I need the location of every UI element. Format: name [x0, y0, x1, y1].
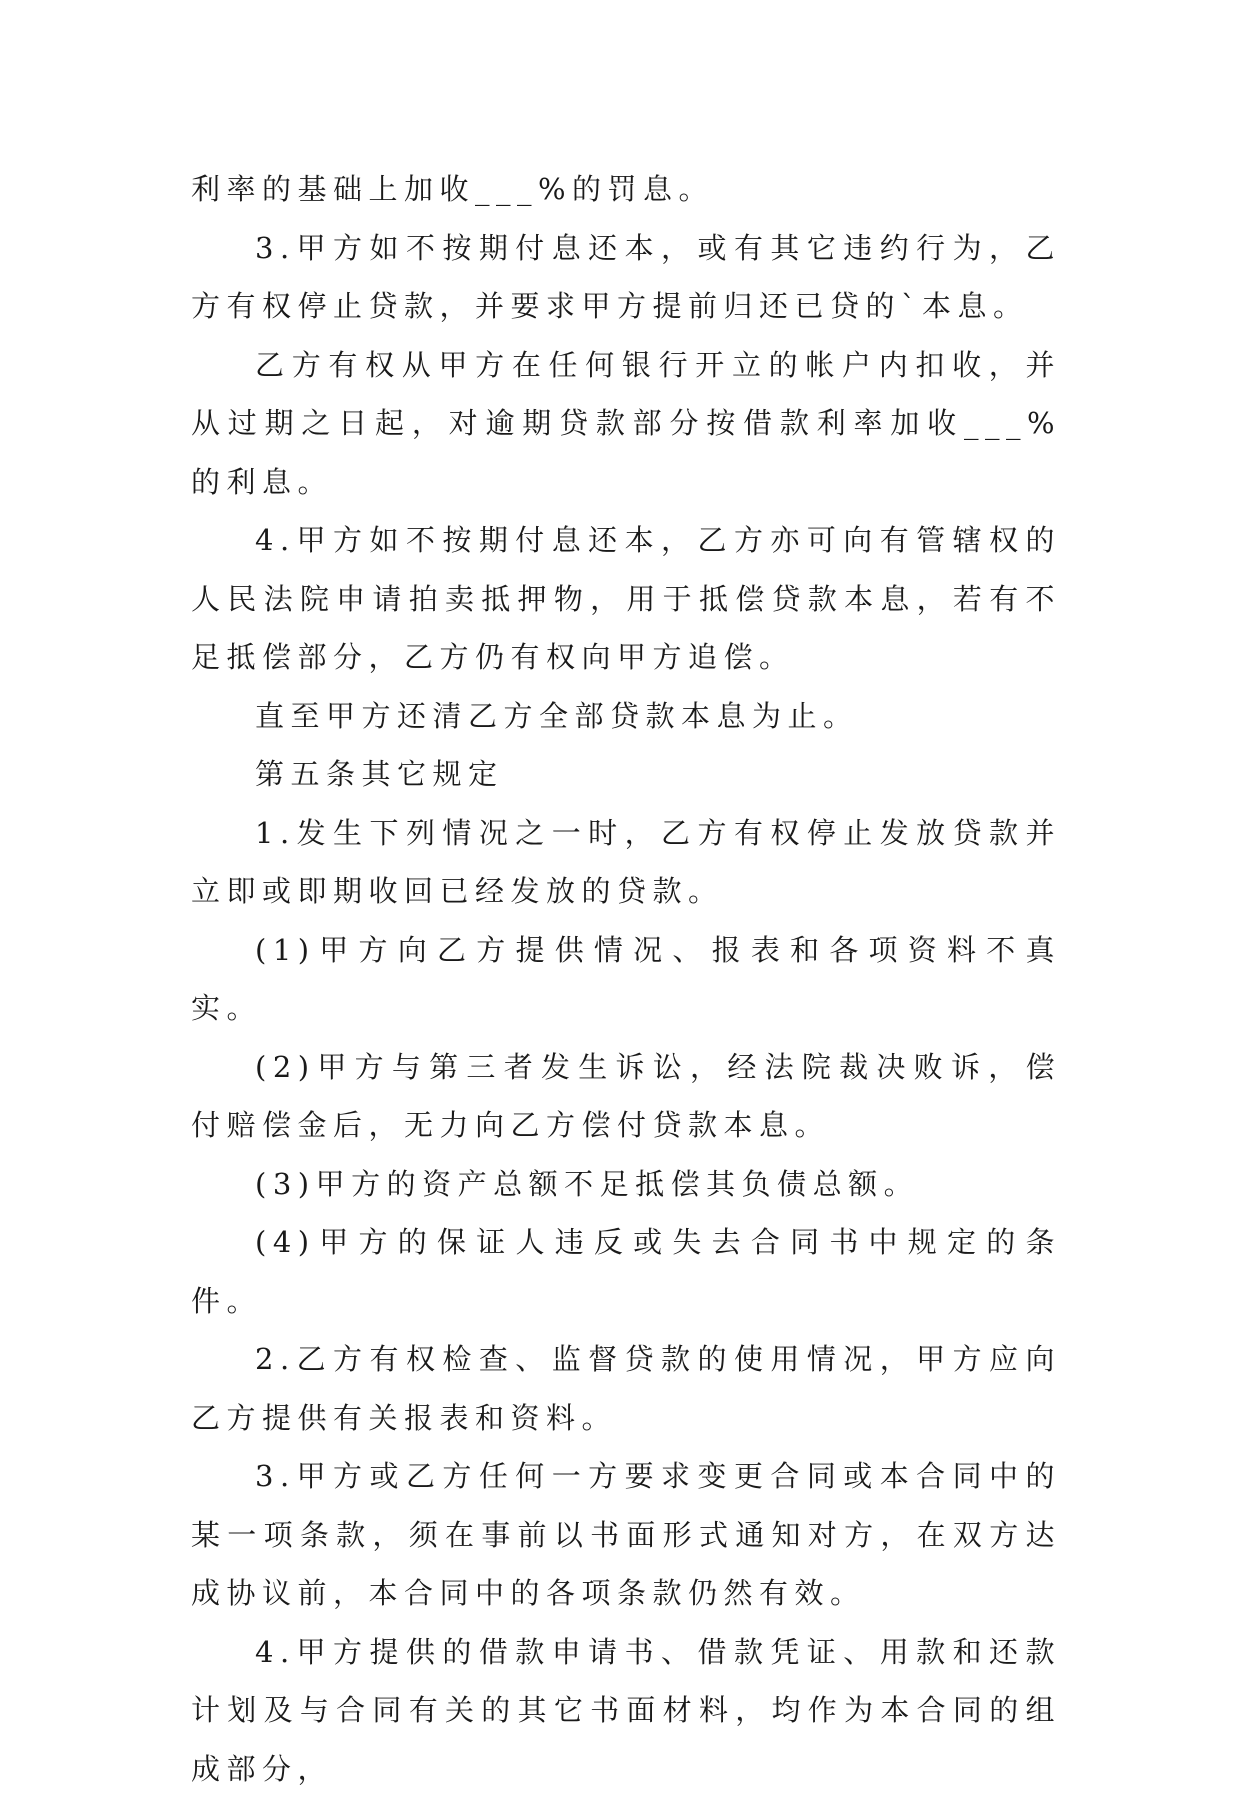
paragraph: 4.甲方提供的借款申请书、借款凭证、用款和还款计划及与合同有关的其它书面材料，均作为本合同的组成部分，: [191, 1623, 1061, 1798]
paragraph: 直至甲方还清乙方全部贷款本息为止。: [191, 687, 1061, 746]
paragraph: 2.乙方有权检查、监督贷款的使用情况，甲方应向乙方提供有关报表和资料。: [191, 1330, 1061, 1447]
section-heading: 第五条其它规定: [191, 745, 1061, 804]
list-item: (3)甲方的资产总额不足抵偿其负债总额。: [191, 1155, 1061, 1214]
paragraph: 利率的基础上加收___%的罚息。: [191, 160, 1061, 219]
paragraph: 乙方有权从甲方在任何银行开立的帐户内扣收，并从过期之日起，对逾期贷款部分按借款利率加收___%的利息。: [191, 336, 1061, 512]
list-item: (1)甲方向乙方提供情况、报表和各项资料不真实。: [191, 921, 1061, 1038]
paragraph: 4.甲方如不按期付息还本，乙方亦可向有管辖权的人民法院申请拍卖抵押物，用于抵偿贷款本息，若有不足抵偿部分，乙方仍有权向甲方追偿。: [191, 511, 1061, 687]
list-item: (4)甲方的保证人违反或失去合同书中规定的条件。: [191, 1213, 1061, 1330]
list-item: (2)甲方与第三者发生诉讼，经法院裁决败诉，偿付赔偿金后，无力向乙方偿付贷款本息。: [191, 1038, 1061, 1155]
paragraph: 3.甲方如不按期付息还本，或有其它违约行为，乙方有权停止贷款，并要求甲方提前归还已贷的`本息。: [191, 219, 1061, 336]
paragraph: 1.发生下列情况之一时，乙方有权停止发放贷款并立即或即期收回已经发放的贷款。: [191, 804, 1061, 921]
paragraph: 3.甲方或乙方任何一方要求变更合同或本合同中的某一项条款，须在事前以书面形式通知对方，在双方达成协议前，本合同中的各项条款仍然有效。: [191, 1447, 1061, 1623]
document-body: [191, 160, 1061, 1798]
